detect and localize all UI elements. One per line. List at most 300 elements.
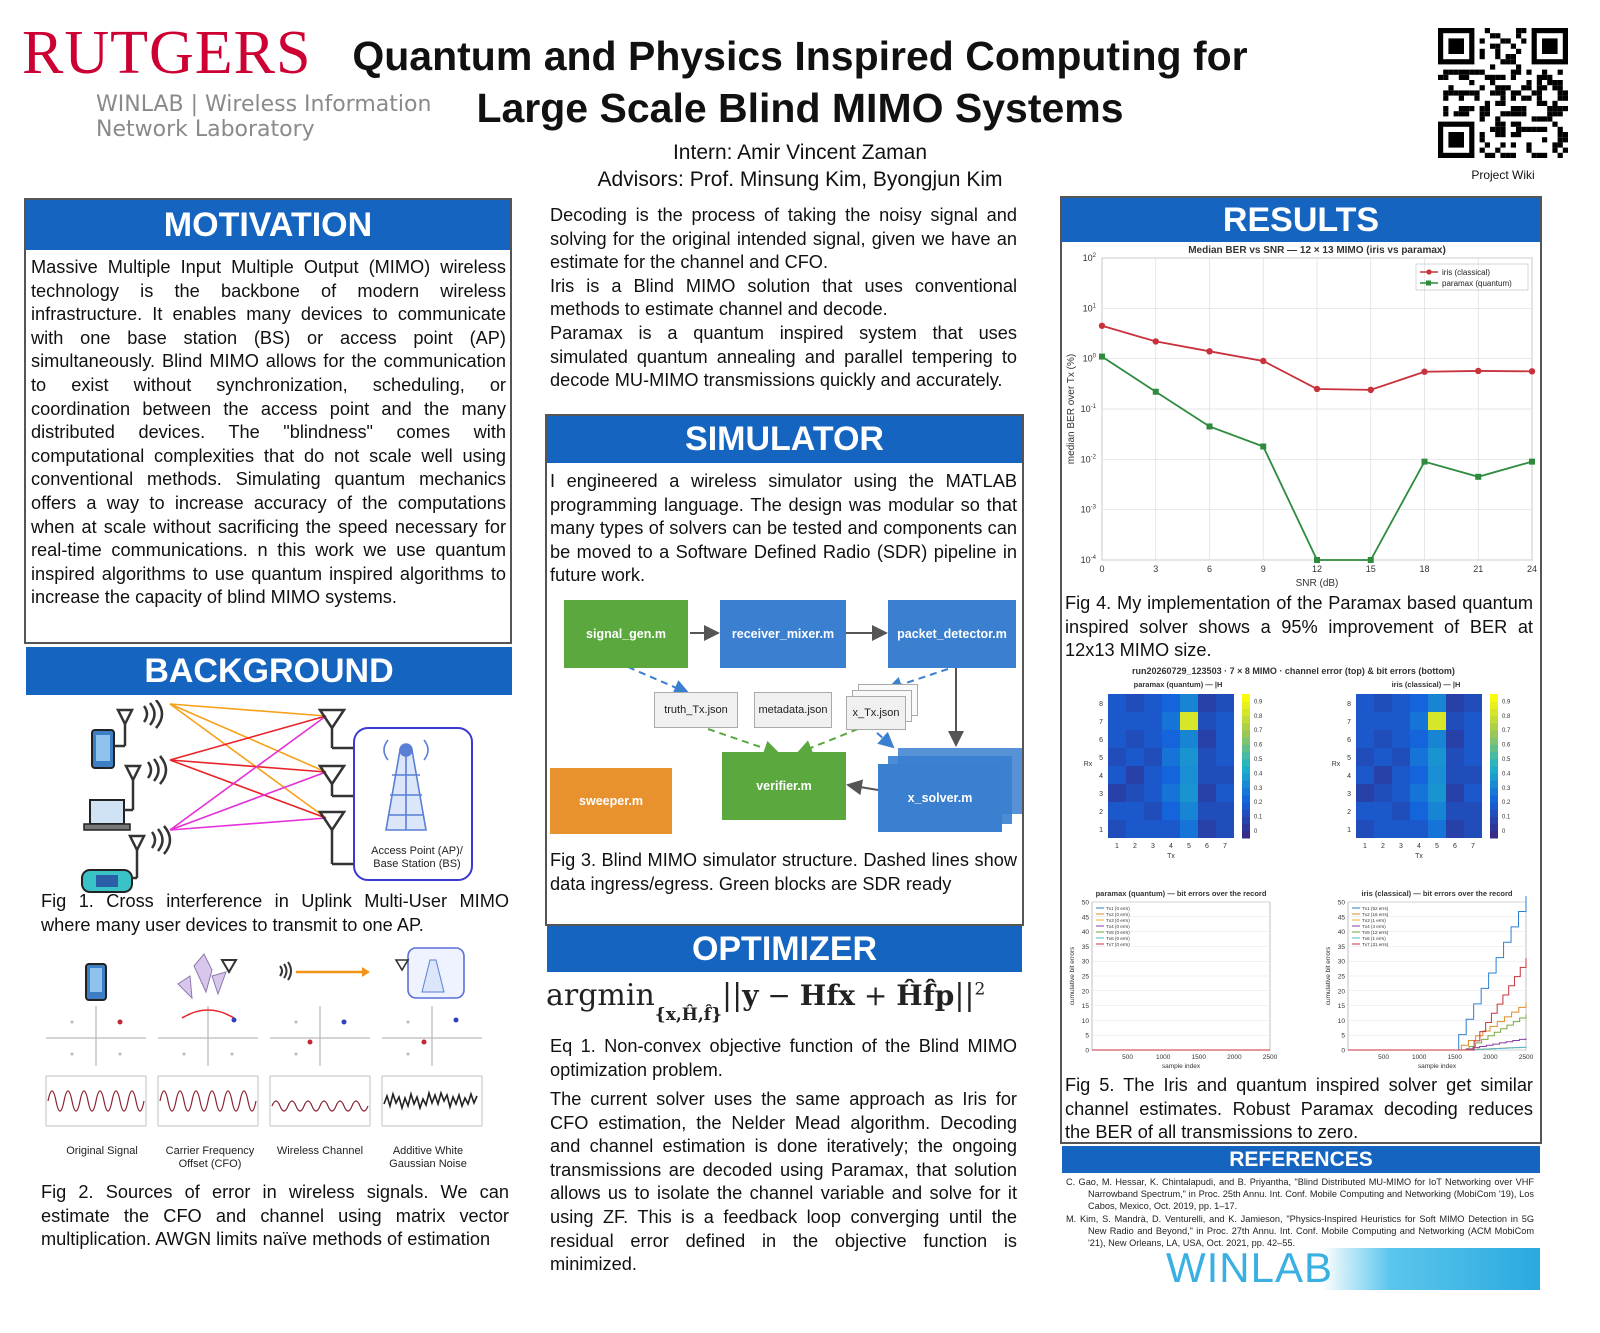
biterr-y-tick: 0	[1341, 1047, 1345, 1055]
qr-module	[1537, 90, 1542, 95]
heatmap-cell	[1446, 730, 1464, 748]
qr-module	[1558, 90, 1563, 95]
data-point	[1260, 358, 1266, 364]
qr-module	[1547, 106, 1552, 111]
heatmap-cell	[1428, 766, 1446, 784]
fig2-label-channel: Wireless Channel	[276, 1145, 364, 1157]
heatmap-cell	[1410, 802, 1428, 820]
qr-module	[1511, 106, 1516, 111]
x-tick-label: 21	[1473, 564, 1484, 574]
biterr-legend-label: Tx4 (4 errs)	[1362, 924, 1386, 929]
qr-module	[1511, 54, 1516, 59]
data-point	[1207, 423, 1213, 429]
colorbar-segment	[1242, 788, 1250, 796]
qr-module	[1448, 85, 1453, 90]
reference-2: M. Kim, S. Mandrà, D. Venturelli, and K. Jamieson, "Physics-Inspired Heuristics for Soft MIMO Detection in 5G New Radio and Beyond," in Proc. 27th Annu. Int. Conf. Mobile Computing and Networking (ACM MobiCom '21), New Orleans, LA, USA, Oct. 2021, pp. 42–55.	[1066, 1214, 1534, 1248]
biterr-y-tick: 20	[1337, 988, 1345, 996]
heatmap-x-tick: 3	[1151, 843, 1155, 850]
colorbar-segment	[1242, 701, 1250, 709]
qr-module	[1521, 96, 1526, 101]
heatmap-cell	[1374, 784, 1392, 802]
heatmap-cell	[1428, 712, 1446, 730]
qr-module	[1516, 49, 1521, 54]
biterr-y-tick: 5	[1085, 1032, 1089, 1040]
qr-module	[1464, 90, 1469, 95]
heatmap-cell	[1428, 730, 1446, 748]
heatmap-x-tick: 4	[1417, 843, 1421, 850]
x-tick-label: 0	[1099, 564, 1105, 574]
heatmap-cell	[1410, 730, 1428, 748]
heatmap-cell	[1144, 748, 1162, 766]
colorbar-segment	[1490, 809, 1498, 817]
x-tick-label: 6	[1206, 564, 1213, 574]
heatmap-cell	[1144, 730, 1162, 748]
qr-module	[1459, 111, 1464, 116]
heatmap-x-tick: 7	[1471, 843, 1475, 850]
fig2-label-original: Original Signal	[66, 1145, 138, 1157]
qr-module	[1526, 148, 1531, 153]
biterr-y-tick: 10	[1081, 1017, 1089, 1025]
qr-module	[1506, 54, 1511, 59]
qr-module	[1480, 148, 1485, 153]
qr-module	[1469, 90, 1474, 95]
qr-module	[1558, 142, 1563, 147]
heatmap-cell	[1180, 784, 1198, 802]
winlab-logo-line1: WINLAB | Wireless Information	[96, 92, 432, 117]
data-point	[1314, 557, 1320, 563]
qr-module	[1552, 101, 1557, 106]
qr-module	[1552, 106, 1557, 111]
heatmap-cell	[1180, 748, 1198, 766]
qr-module	[1516, 106, 1521, 111]
colorbar-tick: 0.1	[1254, 814, 1263, 821]
qr-module	[1542, 137, 1547, 142]
heatmap-x-tick: 2	[1381, 843, 1385, 850]
biterr-x-tick: 1500	[1191, 1054, 1207, 1061]
colorbar-segment	[1490, 752, 1498, 760]
qr-finder-core	[1448, 132, 1464, 148]
qr-module	[1500, 127, 1505, 132]
y-tick-label: $10^1$	[1082, 303, 1096, 314]
colorbar-tick: 0.9	[1502, 699, 1511, 706]
colorbar-segment	[1490, 773, 1498, 781]
qr-module	[1459, 75, 1464, 80]
advisors-line: Advisors: Prof. Minsung Kim, Byongjun Kim	[597, 168, 1003, 191]
block-x-solver: x_solver.m	[878, 764, 1002, 832]
qr-module	[1547, 80, 1552, 85]
qr-module	[1547, 116, 1552, 121]
qr-module	[1480, 54, 1485, 59]
qr-module	[1469, 70, 1474, 75]
data-point	[1153, 389, 1159, 395]
colorbar-segment	[1242, 809, 1250, 817]
heatmap-cell	[1162, 802, 1180, 820]
heatmap-cell	[1216, 748, 1234, 766]
heatmap-cell	[1374, 820, 1392, 838]
heatmap-cell	[1464, 802, 1482, 820]
heatmap-cell	[1108, 694, 1126, 712]
qr-module	[1526, 142, 1531, 147]
qr-module	[1459, 90, 1464, 95]
heatmap-cell	[1446, 748, 1464, 766]
heatmap-cell	[1126, 730, 1144, 748]
qr-module	[1526, 85, 1531, 90]
heatmap-y-tick: 3	[1099, 791, 1103, 798]
heatmap-cell	[1464, 730, 1482, 748]
heatmap-cell	[1392, 802, 1410, 820]
fig2-label-cfo: Carrier Frequency Offset (CFO)	[165, 1145, 255, 1170]
biterr-x-tick: 1000	[1411, 1054, 1427, 1061]
biterr-y-label: cumulative bit errors	[1069, 946, 1076, 1006]
colorbar-segment	[1490, 694, 1498, 702]
heatmap-cell	[1198, 820, 1216, 838]
qr-module	[1480, 49, 1485, 54]
colorbar-tick: 0.2	[1254, 800, 1263, 807]
qr-module	[1516, 28, 1521, 33]
qr-module	[1563, 137, 1568, 142]
colorbar-tick: 0.8	[1254, 713, 1263, 720]
qr-module	[1480, 116, 1485, 121]
fig5-caption: Fig 5. The Iris and quantum inspired solver get similar channel estimates. Robust Paramax decoding reduces the BER of all transmissions to zero.	[1065, 1075, 1533, 1143]
heatmap-y-label: Rx	[1083, 761, 1093, 768]
heatmap-cell	[1108, 802, 1126, 820]
tx-antennas	[114, 700, 170, 878]
colorbar-tick: 0.8	[1502, 713, 1511, 720]
heatmap-x-tick: 5	[1187, 843, 1191, 850]
heatmap-cell	[1446, 820, 1464, 838]
reference-1: C. Gao, M. Hessar, K. Chintalapudi, and B. Priyantha, "Blind Distributed MU-MIMO for IoT Networking over VHF Narrowband Spectrum," in Proc. 25th Annu. Int. Conf. Mobile Computing and Networking (MobiCom '19), Los Cabos, Mexico, Oct. 2019, pp. 1–17.	[1066, 1177, 1534, 1211]
qr-module	[1459, 96, 1464, 101]
heatmap-cell	[1446, 766, 1464, 784]
laptop-icon	[84, 800, 130, 830]
biterr-y-tick: 40	[1081, 929, 1089, 937]
heatmap-cell	[1392, 784, 1410, 802]
heatmap-cell	[1162, 784, 1180, 802]
heatmap-cell	[1410, 748, 1428, 766]
heatmap-y-tick: 6	[1347, 737, 1351, 744]
heatmap-cell	[1216, 820, 1234, 838]
data-point	[1529, 459, 1535, 465]
waveforms	[46, 1076, 482, 1126]
heatmap-cell	[1356, 712, 1374, 730]
qr-finder-core	[1448, 38, 1464, 54]
colorbar-segment	[1490, 737, 1498, 745]
equation-1: argmin$_{\{x,Ĥ,f̂\}}$||y − Hfx + $Ĥf̂p||^2$	[546, 978, 986, 1025]
qr-module	[1526, 127, 1531, 132]
eq1-caption: Eq 1. Non-convex objective function of the Blind MIMO optimization problem.	[550, 1036, 1017, 1080]
biterr-y-tick: 5	[1341, 1032, 1345, 1040]
qr-module	[1443, 70, 1448, 75]
heatmap-cell	[1410, 820, 1428, 838]
qr-module	[1495, 122, 1500, 127]
heatmap-cell	[1374, 748, 1392, 766]
heatmap-cell	[1216, 802, 1234, 820]
qr-code-icon[interactable]	[1438, 28, 1568, 158]
heatmap-x-tick: 3	[1399, 843, 1403, 850]
colorbar-segment	[1490, 744, 1498, 752]
background-heading: BACKGROUND	[26, 647, 512, 695]
heatmap-cell	[1126, 694, 1144, 712]
qr-module	[1552, 85, 1557, 90]
biterr-x-label: sample index	[1417, 1063, 1457, 1070]
heatmap-cell	[1180, 694, 1198, 712]
qr-module	[1558, 153, 1563, 158]
colorbar-segment	[1490, 824, 1498, 832]
biterr-x-tick: 500	[1122, 1054, 1134, 1061]
biterr-y-tick: 45	[1081, 914, 1089, 922]
winlab-footer-logo: WINLAB	[1166, 1244, 1334, 1291]
qr-module	[1537, 75, 1542, 80]
heatmap-cell	[1446, 694, 1464, 712]
fig5-heatmaps	[1064, 676, 1538, 866]
heatmap-cell	[1162, 766, 1180, 784]
heatmap-cell	[1216, 766, 1234, 784]
data-point	[1099, 323, 1105, 329]
qr-module	[1485, 111, 1490, 116]
data-point	[1099, 354, 1105, 360]
x-tick-label: 18	[1419, 564, 1430, 574]
qr-module	[1542, 127, 1547, 132]
qr-module	[1454, 70, 1459, 75]
colorbar-segment	[1242, 816, 1250, 824]
qr-module	[1547, 75, 1552, 80]
qr-module	[1495, 85, 1500, 90]
qr-module	[1485, 106, 1490, 111]
heatmap-cell	[1392, 730, 1410, 748]
heatmap-cell	[1144, 784, 1162, 802]
qr-module	[1506, 59, 1511, 64]
block-packet-detector: packet_detector.m	[888, 600, 1016, 668]
y-tick-label: $10^{-3}$	[1080, 504, 1096, 515]
colorbar-tick: 0.4	[1254, 771, 1263, 778]
winlab-logo-line2: Network Laboratory	[96, 117, 315, 142]
heatmap-cell	[1126, 712, 1144, 730]
data-point	[1529, 368, 1535, 374]
qr-module	[1500, 38, 1505, 43]
heatmap-x-tick: 1	[1363, 843, 1367, 850]
colorbar-segment	[1490, 802, 1498, 810]
legend-marker	[1426, 281, 1431, 286]
biterr-legend-label: Tx6 (1 errs)	[1362, 936, 1386, 941]
qr-module	[1521, 111, 1526, 116]
colorbar-tick: 0.3	[1502, 785, 1511, 792]
qr-module	[1526, 80, 1531, 85]
heatmap-cell	[1374, 712, 1392, 730]
colorbar-segment	[1490, 831, 1498, 839]
qr-module	[1537, 85, 1542, 90]
poster-title	[300, 30, 1300, 134]
qr-module	[1464, 70, 1469, 75]
rutgers-logo: RUTGERS	[22, 19, 312, 87]
qr-module	[1495, 116, 1500, 121]
colorbar-segment	[1242, 708, 1250, 716]
intro-decoding: Decoding is the process of taking the noisy signal and solving for the original intended signal, given we have an estimate for the channel and CFO.	[550, 205, 1017, 273]
heatmap-cell	[1180, 820, 1198, 838]
heatmap-cell	[1126, 766, 1144, 784]
qr-module	[1537, 127, 1542, 132]
heatmap-cell	[1108, 748, 1126, 766]
heatmap-cell	[1162, 820, 1180, 838]
optimizer-text: The current solver uses the same approach as Iris for CFO estimation, the Nelder Mead algorithm. Decoding and channel estimation is done iteratively; the ongoing transmissions are decoded using Paramax, that solution allows us to isolate the channel variable and solve for it using ZF. This is a feedback loop converging until the residual error defined in the objective function is minimized.	[550, 1089, 1017, 1275]
heatmap-y-tick: 3	[1347, 791, 1351, 798]
qr-module	[1511, 44, 1516, 49]
heatmap-cell	[1126, 802, 1144, 820]
fig1-ap-label: Access Point (AP)/ Base Station (BS)	[371, 845, 463, 870]
qr-module	[1495, 33, 1500, 38]
heatmap-cell	[1428, 784, 1446, 802]
qr-module	[1464, 75, 1469, 80]
qr-module	[1500, 153, 1505, 158]
block-verifier: verifier.m	[722, 752, 846, 820]
biterr-y-tick: 30	[1081, 958, 1089, 966]
x-axis-label: SNR (dB)	[1295, 578, 1339, 589]
heatmap-x-label: Tx	[1415, 853, 1423, 860]
heatmap-x-tick: 2	[1133, 843, 1137, 850]
heatmap-x-tick: 6	[1205, 843, 1209, 850]
heatmap-cell	[1108, 820, 1126, 838]
qr-module	[1438, 75, 1443, 80]
heatmap-cell	[1198, 802, 1216, 820]
heatmap-x-tick: 1	[1115, 843, 1119, 850]
heatmap-y-label: Rx	[1331, 761, 1341, 768]
data-point	[1314, 386, 1320, 392]
fig1-mu-mimo-diagram	[70, 700, 490, 910]
title-line-2: Large Scale Blind MIMO Systems	[476, 85, 1124, 131]
heatmap-cell	[1410, 784, 1428, 802]
heatmap-cell	[1374, 694, 1392, 712]
legend-label: paramax (quantum)	[1442, 279, 1512, 288]
phone-icon	[92, 730, 114, 768]
biterr-legend-label: Tx7 (0 errs)	[1106, 942, 1130, 947]
qr-module	[1552, 80, 1557, 85]
qr-module	[1469, 106, 1474, 111]
qr-module	[1558, 111, 1563, 116]
colorbar-tick: 0.1	[1502, 814, 1511, 821]
colorbar-segment	[1242, 716, 1250, 724]
biterr-x-label: sample index	[1161, 1063, 1201, 1070]
phone-icon	[86, 964, 106, 1000]
colorbar-tick: 0	[1254, 829, 1258, 835]
biterr-y-tick: 20	[1081, 988, 1089, 996]
decoding-intro	[550, 204, 1017, 393]
qr-module	[1443, 111, 1448, 116]
biterr-y-tick: 50	[1337, 899, 1345, 907]
qr-module	[1490, 44, 1495, 49]
heatmap-y-tick: 8	[1347, 701, 1351, 708]
rx-antennas	[320, 710, 354, 864]
qr-module	[1511, 96, 1516, 101]
qr-module	[1500, 142, 1505, 147]
qr-module	[1500, 122, 1505, 127]
constellation-points	[71, 1010, 459, 1056]
colorbar-segment	[1490, 723, 1498, 731]
y-tick-label: $10^0$	[1082, 353, 1096, 364]
qr-module	[1500, 101, 1505, 106]
qr-module	[1469, 80, 1474, 85]
qr-module	[1552, 148, 1557, 153]
heatmap-cell	[1144, 820, 1162, 838]
qr-module	[1490, 90, 1495, 95]
heatmap-cell	[1356, 820, 1374, 838]
colorbar-segment	[1490, 730, 1498, 738]
heatmap-cell	[1464, 784, 1482, 802]
qr-module	[1511, 75, 1516, 80]
biterr-legend-label: Tx5 (12 errs)	[1362, 930, 1389, 935]
biterr-legend-label: Tx2 (0 errs)	[1106, 912, 1130, 917]
heatmap-cell	[1464, 820, 1482, 838]
qr-module	[1495, 127, 1500, 132]
qr-module	[1495, 90, 1500, 95]
qr-module	[1480, 132, 1485, 137]
legend-marker	[1426, 269, 1431, 274]
qr-module	[1464, 106, 1469, 111]
heatmap-cell	[1410, 766, 1428, 784]
signal-wave-icon	[280, 962, 291, 980]
qr-module	[1500, 132, 1505, 137]
qr-module	[1506, 111, 1511, 116]
heatmap-cell	[1144, 766, 1162, 784]
biterr-legend-label: Tx5 (0 errs)	[1106, 930, 1130, 935]
colorbar-tick: 0	[1502, 829, 1506, 835]
results-heading: RESULTS	[1062, 198, 1540, 242]
colorbar-tick: 0.4	[1502, 771, 1511, 778]
references-heading: REFERENCES	[1062, 1146, 1540, 1173]
heatmap-cell	[1198, 766, 1216, 784]
fig2-label-awgn: Additive White Gaussian Noise	[389, 1145, 467, 1170]
heatmap-y-tick: 2	[1099, 809, 1103, 816]
fig4-caption: Fig 4. My implementation of the Paramax based quantum inspired solver shows a 95% improvement of BER at 12x13 MIMO size.	[1065, 593, 1533, 661]
biterr-y-tick: 30	[1337, 958, 1345, 966]
qr-module	[1563, 148, 1568, 153]
colorbar-segment	[1242, 723, 1250, 731]
biterr-legend-label: Tx7 (31 errs)	[1362, 942, 1389, 947]
heatmap-y-tick: 7	[1347, 719, 1351, 726]
file-truth-tx: truth_Tx.json	[654, 692, 738, 728]
data-point	[1475, 368, 1481, 374]
heatmap-cell	[1198, 784, 1216, 802]
heatmap-title: iris (classical) — |H	[1391, 680, 1461, 689]
biterr-y-tick: 15	[1337, 1003, 1345, 1011]
heatmap-cell	[1216, 730, 1234, 748]
qr-module	[1511, 142, 1516, 147]
block-sweeper: sweeper.m	[550, 768, 672, 834]
antenna-icon	[222, 960, 236, 972]
biterr-y-tick: 10	[1337, 1017, 1345, 1025]
heatmap-cell	[1198, 748, 1216, 766]
qr-module	[1485, 28, 1490, 33]
data-point	[1206, 348, 1212, 354]
heatmap-cell	[1126, 820, 1144, 838]
qr-module	[1516, 64, 1521, 69]
biterr-x-tick: 500	[1378, 1054, 1390, 1061]
heatmap-cell	[1374, 730, 1392, 748]
colorbar-tick: 0.2	[1502, 800, 1511, 807]
biterr-legend-label: Tx1 (52 errs)	[1362, 906, 1389, 911]
heatmap-cell	[1216, 694, 1234, 712]
qr-module	[1511, 111, 1516, 116]
colorbar-segment	[1242, 795, 1250, 803]
biterr-legend-label: Tx1 (0 errs)	[1106, 906, 1130, 911]
x-tick-label: 3	[1153, 564, 1159, 574]
qr-module	[1558, 80, 1563, 85]
x-tick-label: 9	[1260, 564, 1266, 574]
qr-module	[1459, 106, 1464, 111]
crystal-icon	[178, 954, 226, 998]
motivation-heading: MOTIVATION	[26, 200, 510, 250]
biterr-y-tick: 50	[1081, 899, 1089, 907]
qr-module	[1526, 70, 1531, 75]
heatmap-cell	[1108, 730, 1126, 748]
